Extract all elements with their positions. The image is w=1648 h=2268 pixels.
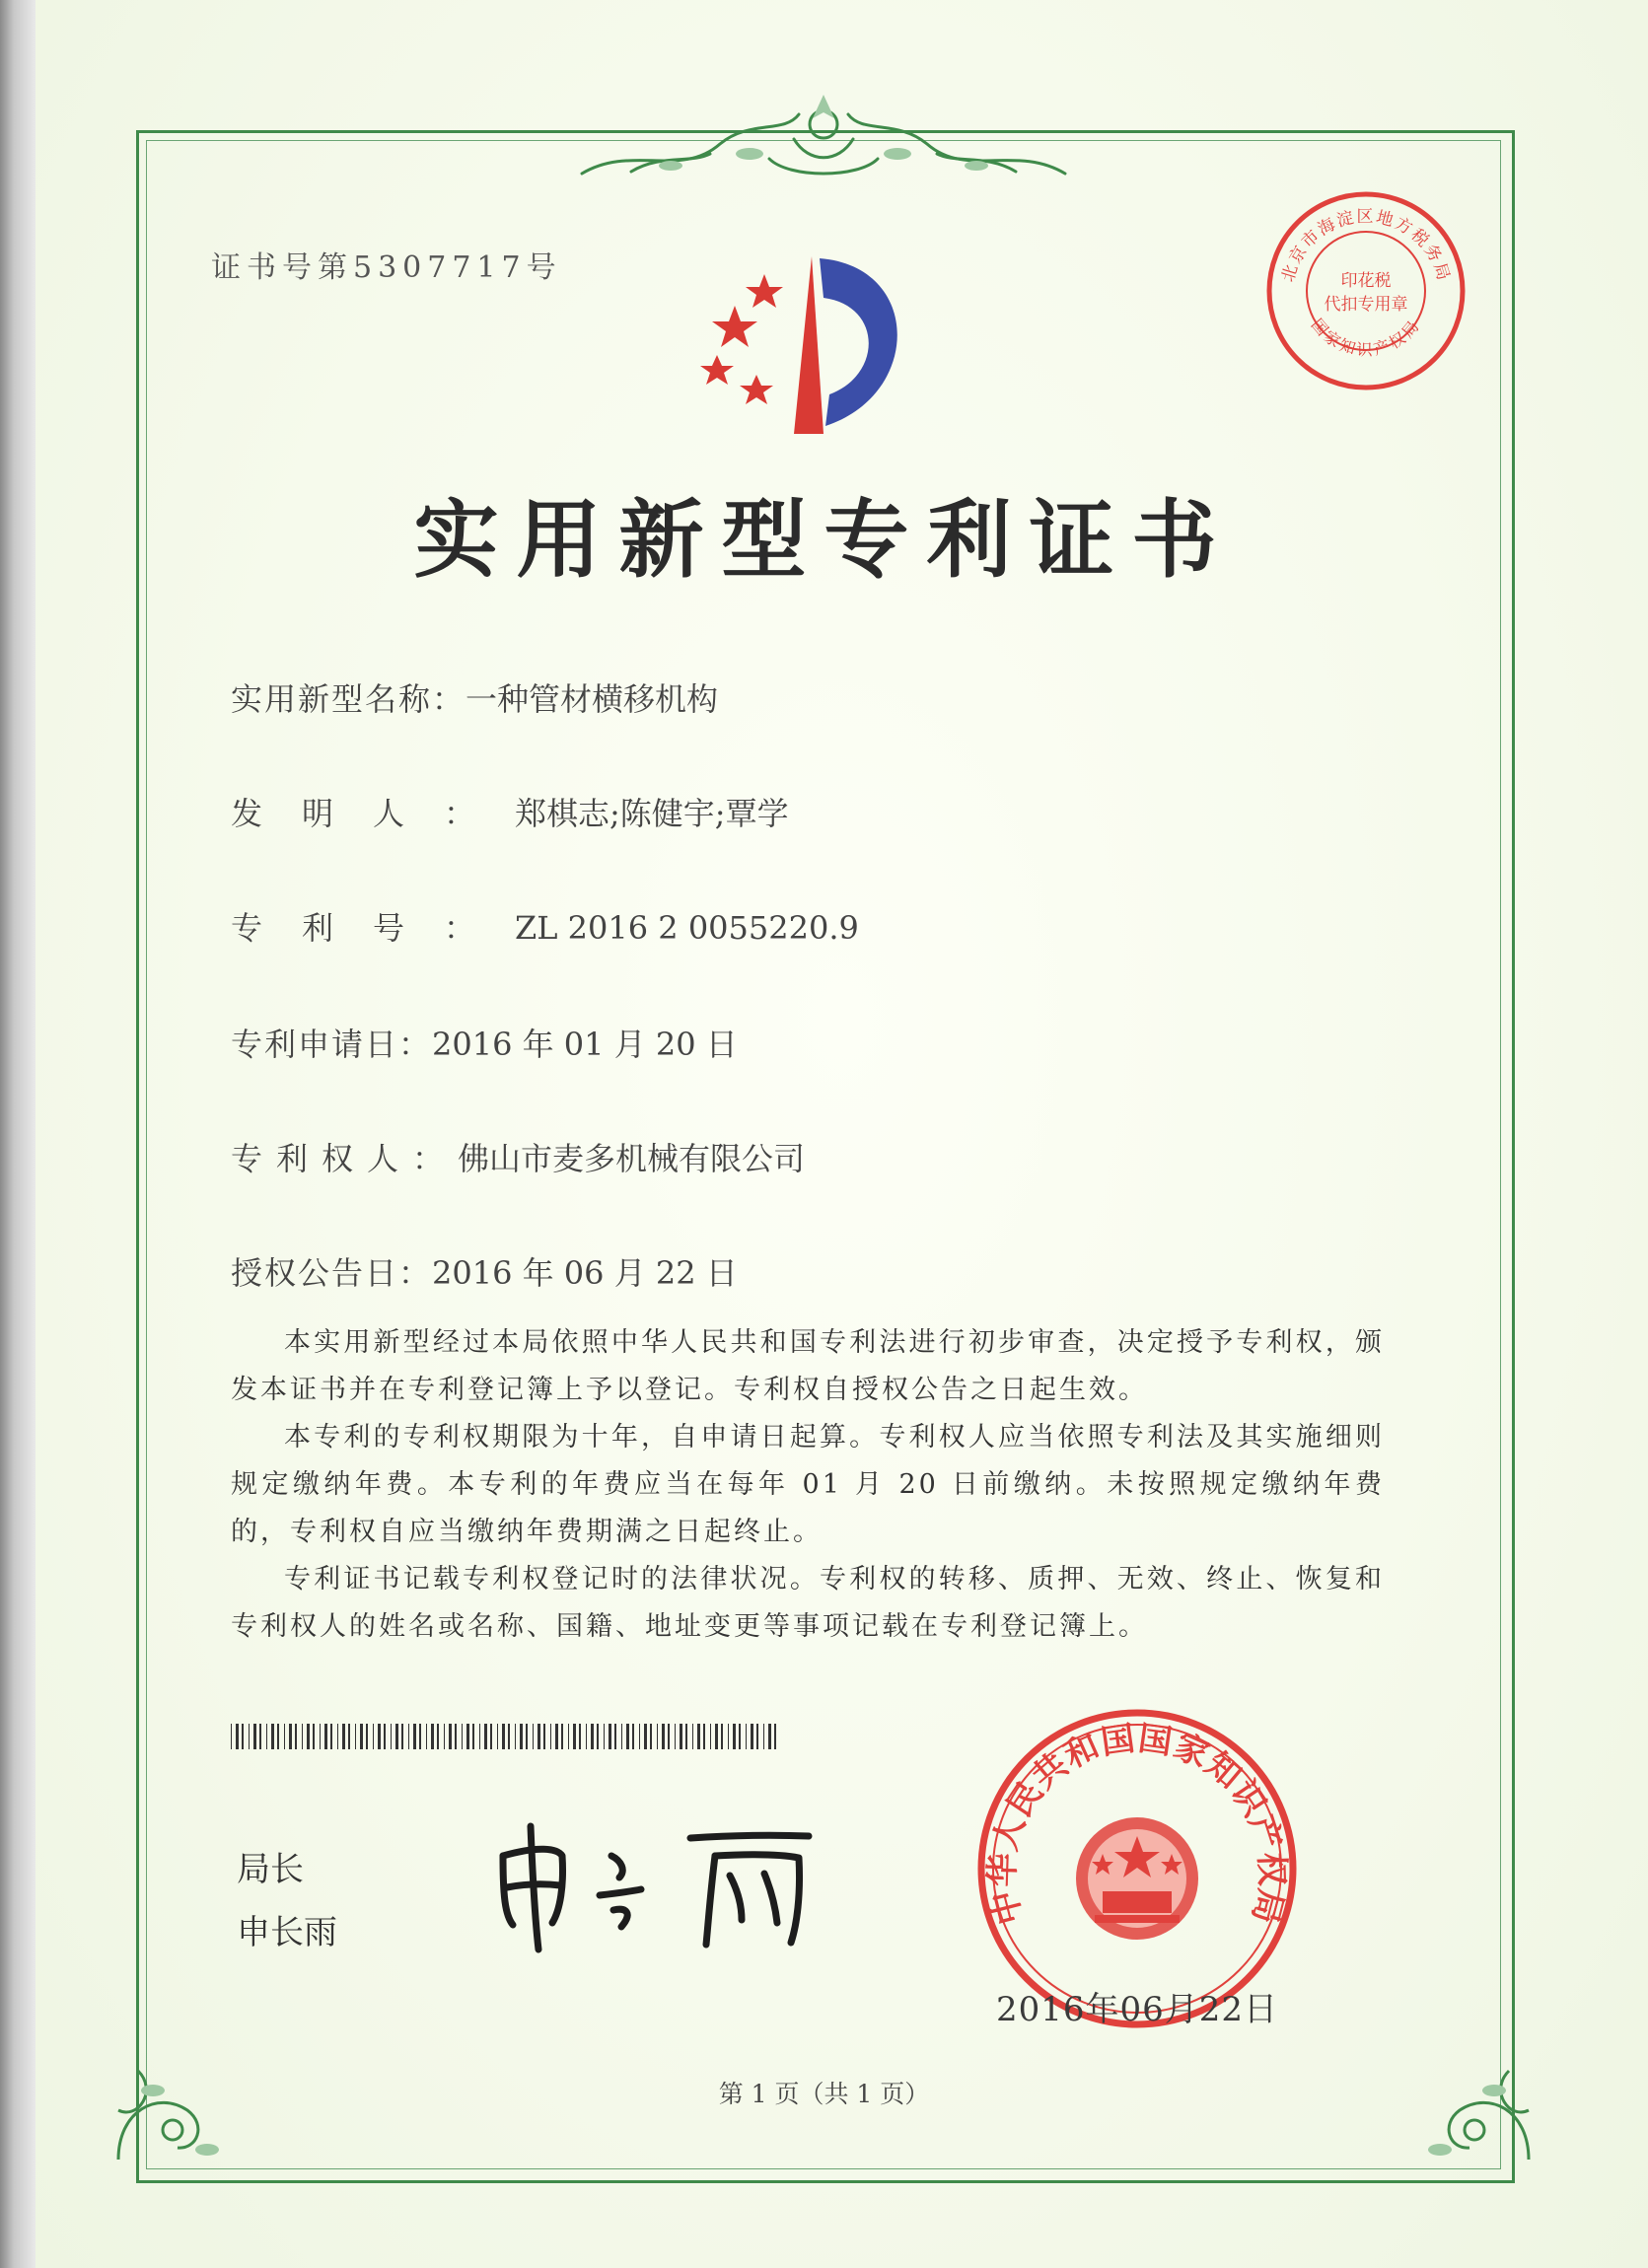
tax-seal-outer-text: 北京市海淀区地方税务局 — [1278, 207, 1454, 285]
binding-spine — [0, 0, 36, 2268]
field-value: 佛山市麦多机械有限公司 — [458, 1140, 806, 1177]
body-paragraph: 本专利的专利权期限为十年，自申请日起算。专利权人应当依照专利法及其实施细则规定缴纳年费。本专利的年费应当在每年 01 月 20 日前缴纳。未按照规定缴纳年费的，专利权自应当缴纳年费期满之日起终止。 — [231, 1422, 1385, 1547]
certificate-title: 实用新型专利证书 — [413, 490, 1235, 590]
tax-stamp-seal-icon — [1262, 187, 1469, 394]
certificate-number: 证书号第5307717号 — [211, 250, 562, 285]
field-application-date — [231, 1020, 738, 1065]
page-number: 第 1 页（共 1 页） — [718, 2080, 930, 2108]
field-value: ZL 2016 2 0055220.9 — [515, 909, 859, 947]
field-inventors — [231, 789, 789, 834]
top-ornament-icon — [572, 85, 1075, 193]
tax-seal-inner-line1: 印花税 — [1340, 271, 1392, 291]
field-label: 专利号： — [231, 909, 516, 947]
director-title: 局长 — [237, 1850, 304, 1889]
svg-text:国家知识产权局 — [1308, 316, 1424, 359]
field-patent-number — [231, 903, 859, 949]
office-seal-text: 中华人民共和国国家知识产权局 — [982, 1719, 1292, 1929]
director-signature-icon — [483, 1816, 838, 1954]
field-value: 2016 年 01 月 20 日 — [432, 1026, 738, 1063]
barcode-icon — [231, 1724, 783, 1749]
field-label: 实用新型名称： — [231, 680, 466, 718]
field-grant-date — [231, 1248, 738, 1294]
tax-seal-bottom-text: 国家知识产权局 — [1307, 315, 1425, 359]
field-value: 一种管材横移机构 — [466, 680, 719, 718]
field-label: 专利申请日： — [231, 1026, 433, 1063]
body-paragraph: 本实用新型经过本局依照中华人民共和国专利法进行初步审查，决定授予专利权，颁发本证书并在专利登记簿上予以登记。专利权自授权公告之日起生效。 — [231, 1327, 1385, 1405]
field-label: 授权公告日： — [231, 1254, 433, 1292]
seal-date: 2016年06月22日 — [996, 1990, 1279, 2029]
field-value: 郑棋志;陈健宇;覃学 — [515, 795, 789, 832]
field-utility-model-name — [231, 674, 718, 720]
field-patentee — [231, 1134, 805, 1179]
tax-seal-inner-line2: 代扣专用章 — [1324, 295, 1408, 315]
director-name: 申长雨 — [237, 1913, 337, 1952]
field-label: 发明人： — [231, 795, 516, 832]
field-label: 专利权人： — [231, 1140, 459, 1177]
field-value: 2016 年 06 月 22 日 — [432, 1254, 738, 1292]
body-paragraph: 专利证书记载专利权登记时的法律状况。专利权的转移、质押、无效、终止、恢复和专利权人的姓名或名称、国籍、地址变更等事项记载在专利登记簿上。 — [231, 1564, 1385, 1642]
patent-office-logo-icon — [695, 247, 932, 444]
